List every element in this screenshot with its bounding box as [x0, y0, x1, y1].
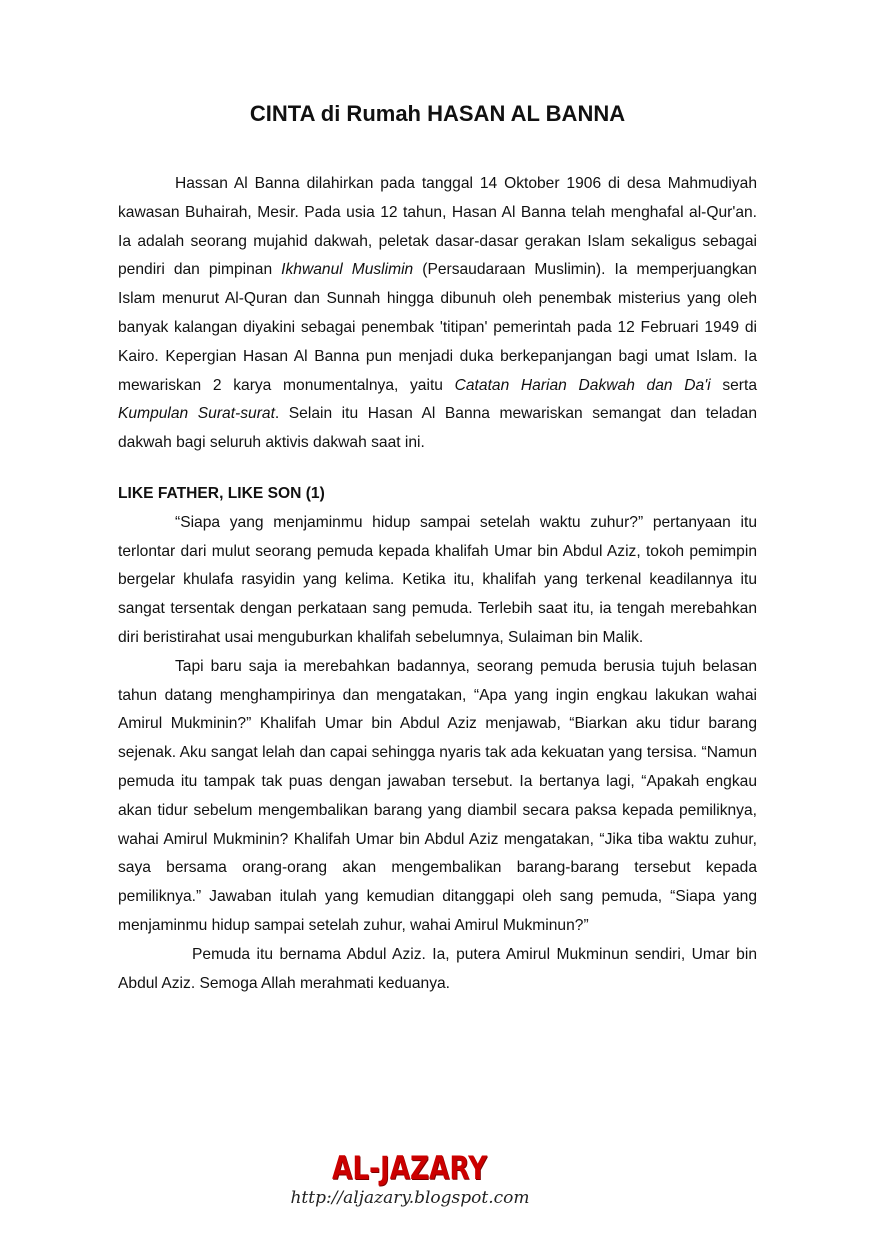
document-page [118, 96, 757, 998]
footer-logo [290, 1150, 530, 1226]
story-paragraph-2: Tapi baru saja ia merebahkan badannya, seorang pemuda berusia tujuh belasan tahun datang menghampirinya dan mengatakan, “Apa yang ingin engkau lakukan wahai Amirul Mukminin?” Khalifah Umar bin Abdul Aziz menjawab, “Biarkan aku tidur barang sejenak. Aku sangat lelah dan capai sehingga nyaris tak ada kekuatan yang tersisa. “Namun pemuda itu tampak tak puas dengan jawaban tersebut. Ia bertanya lagi, “Apakah engkau akan tidur sebelum mengembalikan barang yang diambil secara paksa kepada pemiliknya, wahai Amirul Mukminin? Khalifah Umar bin Abdul Aziz mengatakan, “Jika tiba waktu zuhur, saya bersama orang-orang akan mengembalikan barang-barang tersebut kepada pemiliknya.” Jawaban itulah yang kemudian ditanggapi oleh sang pemuda, “Siapa yang menjaminmu hidup sampai setelah zuhur, wahai Amirul Mukminun?” [118, 657, 757, 934]
story-paragraph-3: Pemuda itu bernama Abdul Aziz. Ia, putera Amirul Mukminun sendiri, Umar bin Abdul Aziz. Semoga Allah merahmati keduanya. [118, 945, 757, 992]
intro-paragraph [118, 170, 757, 458]
intro-italic-catatan: Catatan Harian Dakwah dan Da'i [454, 376, 711, 394]
intro-italic-kumpulan: Kumpulan Surat-surat [118, 405, 275, 423]
logo-url [290, 1188, 530, 1208]
intro-text-1: Hassan Al Banna dilahirkan pada tanggal 14 Oktober 1906 di desa Mahmudiyah kawasan Buhairah, Mesir. Pada usia 12 tahun, Hasan Al Banna telah menghafal al-Qur'an. Ia adalah seorang mujahid dakwah, peletak dasar-dasar gerakan Islam sekaligus sebagai pendiri dan pimpinan [118, 175, 757, 279]
logo-url-text: http://aljazary.blogspot.com [290, 1188, 530, 1208]
section-heading: LIKE FATHER, LIKE SON (1) [118, 484, 325, 502]
document-title: CINTA di Rumah HASAN AL BANNA [249, 101, 626, 126]
story-paragraph-1: “Siapa yang menjaminmu hidup sampai setelah waktu zuhur?” pertanyaan itu terlontar dari mulut seorang pemuda kepada khalifah Umar bin Abdul Aziz, tokoh pemimpin bergelar khulafa rasyidin yang kelima. Ketika itu, khalifah yang terkenal keadilannya itu sangat tersentak dengan perkataan sang pemuda. Terlebih saat itu, ia tengah merebahkan diri beristirahat usai menguburkan khalifah sebelumnya, Sulaiman bin Malik. [118, 513, 757, 646]
intro-text-3: serta [710, 376, 757, 394]
intro-italic-ikhwanul: Ikhwanul Muslimin [281, 261, 414, 279]
logo-brand: AL-JAZARY [332, 1149, 488, 1187]
intro-text-4: . Selain itu Hasan Al Banna mewariskan semangat dan teladan dakwah bagi seluruh aktivis dakwah saat ini. [118, 405, 757, 452]
intro-text-2: (Persaudaraan Muslimin). Ia memperjuangkan Islam menurut Al-Quran dan Sunnah hingga dibunuh oleh penembak misterius yang oleh banyak kalangan diyakini sebagai penembak 'titipan' pemerintah pada 12 Februari 1949 di Kairo. Kepergian Hasan Al Banna pun menjadi duka berkepanjangan bagi umat Islam. Ia mewariskan 2 karya monumentalnya, yaitu [118, 261, 757, 394]
